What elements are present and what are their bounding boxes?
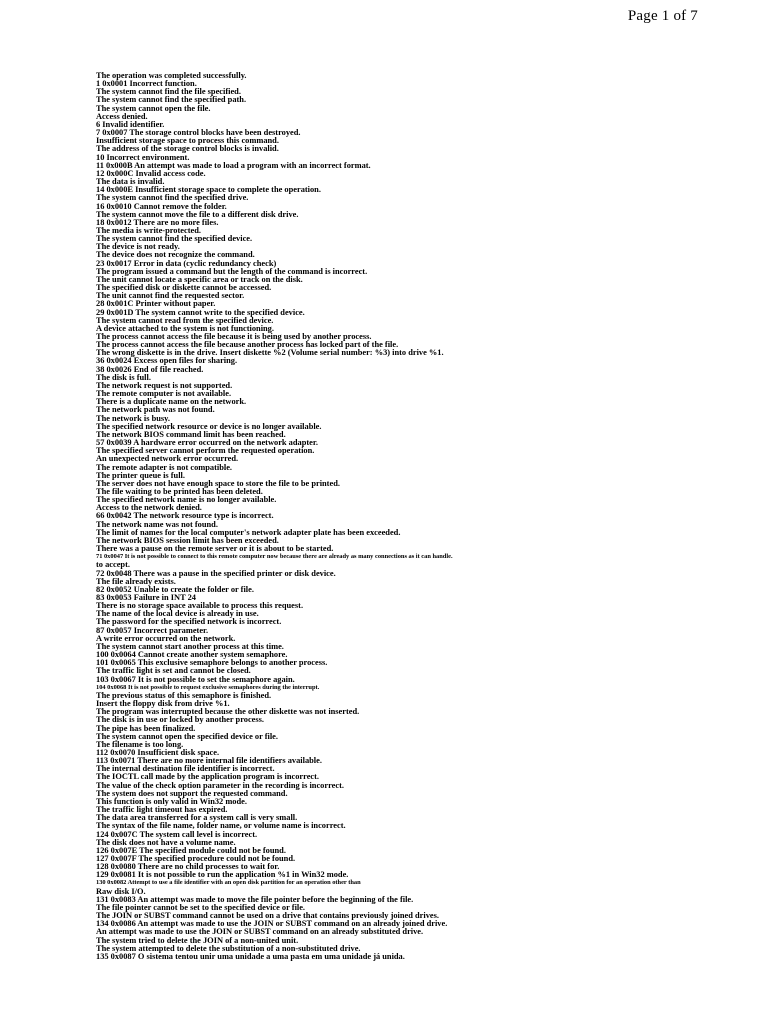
document-line: The server does not have enough space to store the file to be printed. [96, 478, 340, 488]
document-line: The system attempted to delete the substitution of a non-substituted drive. [96, 943, 361, 953]
document-line: 23 0x0017 Error in data (cyclic redundancy check) [96, 258, 277, 268]
error-code-list [96, 71, 696, 961]
document-line: A write error occurred on the network. [96, 633, 236, 643]
document-line: The operation was completed successfully. [96, 71, 247, 80]
document-line: 28 0x001C Printer without paper. [96, 299, 216, 309]
document-line: Raw disk I/O. [96, 886, 146, 896]
document-line: 101 0x0065 This exclusive semaphore belongs to another process. [96, 658, 328, 668]
document-line: The system cannot find the specified device. [96, 234, 253, 244]
document-line: The wrong diskette is in the drive. Insert diskette %2 (Volume serial number: %3) into drive %1. [96, 348, 444, 358]
document-line: The network request is not supported. [96, 380, 233, 390]
document-line: The remote computer is not available. [96, 389, 232, 399]
document-line: The network name was not found. [96, 519, 218, 529]
document-line: Access denied. [96, 111, 148, 121]
document-line: An unexpected network error occurred. [96, 454, 239, 464]
document-line: The device is not ready. [96, 242, 180, 252]
document-line: The printer queue is full. [96, 470, 185, 480]
document-line: This function is only valid in Win32 mode. [96, 796, 247, 806]
document-line: 131 0x0083 An attempt was made to move the file pointer before the beginning of the file. [96, 894, 414, 904]
document-line: 134 0x0086 An attempt was made to use the JOIN or SUBST command on an already joined drive. [96, 919, 448, 929]
document-line: The filename is too long. [96, 739, 184, 749]
document-line: There was a pause on the remote server or it is about to be started. [96, 544, 334, 554]
document-line: Insufficient storage space to process this command. [96, 136, 279, 146]
document-line: 7 0x0007 The storage control blocks have been destroyed. [96, 128, 301, 138]
document-line: 18 0x0012 There are no more files. [96, 217, 219, 227]
document-line: The pipe has been finalized. [96, 723, 196, 733]
document-line: 57 0x0039 A hardware error occurred on the network adapter. [96, 438, 318, 448]
document-line: to accept. [96, 560, 130, 570]
document-line: A device attached to the system is not functioning. [96, 323, 274, 333]
document-line: The system does not support the requested command. [96, 788, 288, 798]
document-line: The program issued a command but the length of the command is incorrect. [96, 266, 368, 276]
document-line: The network BIOS session limit has been exceeded. [96, 535, 279, 545]
document-line: The system cannot read from the specified device. [96, 315, 274, 325]
document-line: 36 0x0024 Excess open files for sharing. [96, 356, 238, 366]
document-line: 87 0x0057 Incorrect parameter. [96, 625, 209, 635]
document-line: The internal destination file identifier is incorrect. [96, 764, 275, 774]
document-line: The limit of names for the local computer's network adapter plate has been exceeded. [96, 527, 401, 537]
document-line: The data is invalid. [96, 177, 165, 187]
document-line: The previous status of this semaphore is finished. [96, 690, 272, 700]
document-line: The IOCTL call made by the application program is incorrect. [96, 772, 320, 782]
document-line: The media is write-protected. [96, 225, 201, 235]
document-line: 11 0x000B An attempt was made to load a program with an incorrect format. [96, 160, 371, 170]
document-line: The system cannot open the specified device or file. [96, 731, 278, 741]
document-line: An attempt was made to use the JOIN or SUBST command on an already substituted drive. [96, 927, 424, 937]
page-number-label: Page 1 of 7 [627, 8, 698, 24]
document-line: The file pointer cannot be set to the specified device or file. [96, 902, 306, 912]
document-line: 14 0x000E Insufficient storage space to complete the operation. [96, 185, 321, 195]
document-line: There is no storage space available to process this request. [96, 601, 304, 611]
document-line: The traffic light timeout has expired. [96, 805, 228, 815]
document-line: 127 0x007F The specified procedure could not be found. [96, 854, 296, 863]
document-line: 72 0x0048 There was a pause in the specified printer or disk device. [96, 568, 336, 578]
document-line: The disk does not have a volume name. [96, 837, 236, 847]
document-line: The network path was not found. [96, 405, 215, 415]
document-line: The JOIN or SUBST command cannot be used on a drive that contains previously joined drives. [96, 911, 439, 921]
document-line: The system tried to delete the JOIN of a non-united unit. [96, 935, 299, 945]
document-line: The data area transferred for a system call is very small. [96, 813, 298, 823]
document-line: 100 0x0064 Cannot create another system semaphore. [96, 650, 288, 660]
document-line: The specified network name is no longer available. [96, 495, 277, 505]
document-line: 66 0x0042 The network resource type is incorrect. [96, 511, 274, 521]
document-line: 128 0x0080 There are no child processes to wait for. [96, 862, 280, 872]
document-line: 6 Invalid identifier. [96, 119, 165, 129]
document-line: The file waiting to be printed has been deleted. [96, 486, 263, 496]
document-line: The specified network resource or device is no longer available. [96, 421, 322, 431]
document-line: The network BIOS command limit has been reached. [96, 429, 286, 439]
document-line: 12 0x000C Invalid access code. [96, 168, 206, 178]
document-line: The specified disk or diskette cannot be accessed. [96, 283, 272, 293]
document-line: 71 0x0047 It is not possible to connect to this remote computer now because there are already as many connections as it can handle. [96, 553, 453, 561]
document-line: The disk is full. [96, 372, 151, 382]
document-line: Insert the floppy disk from drive %1. [96, 699, 230, 709]
document-line: 82 0x0052 Unable to create the folder or file. [96, 584, 254, 594]
document-line: 83 0x0053 Failure in INT 24 [96, 593, 196, 602]
document-line: 124 0x007C The system call level is incorrect. [96, 829, 258, 839]
document-line: Access to the network denied. [96, 503, 202, 513]
document-line: 103 0x0067 It is not possible to set the semaphore again. [96, 674, 295, 684]
document-line: The system cannot start another process at this time. [96, 641, 284, 651]
document-line: 129 0x0081 It is not possible to run the application %1 in Win32 mode. [96, 870, 349, 880]
document-line: The traffic light is set and cannot be closed. [96, 666, 251, 676]
document-line: The system cannot find the file specified. [96, 87, 241, 97]
document-line: The specified server cannot perform the requested operation. [96, 446, 315, 456]
document-line: 38 0x0026 End of file reached. [96, 364, 204, 374]
document-line: 10 Incorrect environment. [96, 152, 190, 162]
document-line: The value of the check option parameter in the recording is incorrect. [96, 780, 344, 790]
document-line: The unit cannot find the requested sector. [96, 291, 245, 301]
document-line: The system cannot find the specified path. [96, 95, 247, 105]
document-line: The system cannot move the file to a different disk drive. [96, 209, 299, 219]
document-line: The disk is in use or locked by another process. [96, 715, 264, 725]
document-line: 112 0x0070 Insufficient disk space. [96, 747, 220, 757]
document-line: 113 0x0071 There are no more internal file identifiers available. [96, 756, 322, 766]
document-line: 1 0x0001 Incorrect function. [96, 79, 197, 89]
document-line: The network is busy. [96, 413, 170, 423]
document-line: 104 0x0068 It is not possible to request exclusive semaphores during the interrupt. [96, 683, 320, 691]
document-line: The device does not recognize the command. [96, 250, 255, 260]
document-line: The process cannot access the file because it is being used by another process. [96, 332, 372, 341]
document-line: 130 0x0082 Attempt to use a file identifier with an open disk partition for an operation other than [96, 879, 361, 887]
document-line: The address of the storage control blocks is invalid. [96, 144, 279, 154]
document-line: 126 0x007E The specified module could not be found. [96, 845, 286, 855]
document-line: The system cannot find the specified drive. [96, 193, 249, 203]
document-line: The syntax of the file name, folder name, or volume name is incorrect. [96, 821, 346, 831]
document-line: The unit cannot locate a specific area or track on the disk. [96, 274, 303, 284]
document-line: The password for the specified network is incorrect. [96, 617, 282, 627]
document-line: The remote adapter is not compatible. [96, 462, 233, 472]
document-line: The program was interrupted because the other diskette was not inserted. [96, 707, 360, 717]
document-line: There is a duplicate name on the network. [96, 397, 247, 407]
document-line: 16 0x0010 Cannot remove the folder. [96, 201, 227, 211]
document-line: The system cannot open the file. [96, 103, 211, 113]
document-line: The file already exists. [96, 576, 176, 586]
document-line: The name of the local device is already in use. [96, 609, 259, 619]
document-line: 29 0x001D The system cannot write to the specified device. [96, 307, 305, 317]
document-line: 135 0x0087 O sistema tentou unir uma unidade a uma pasta em uma unidade já unida. [96, 951, 405, 961]
document-line: The process cannot access the file because another process has locked part of the file. [96, 340, 399, 350]
